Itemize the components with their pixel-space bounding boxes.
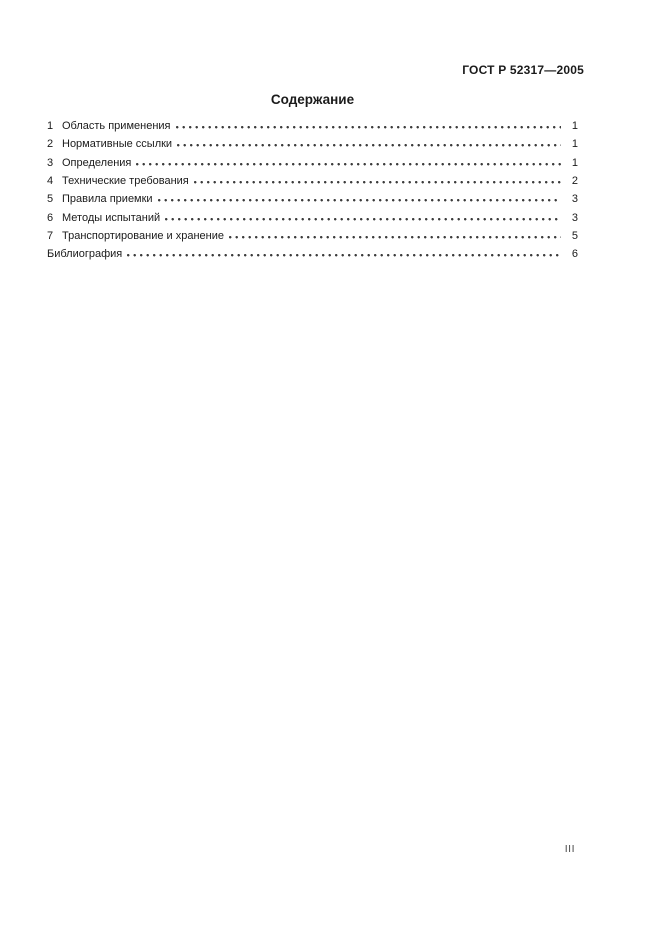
toc-entry-page: 1 xyxy=(571,138,578,151)
toc-entry-number: 5 xyxy=(47,193,54,206)
page-number: III xyxy=(564,843,575,855)
toc-entry-number: 4 xyxy=(47,175,54,188)
toc-entry xyxy=(47,229,578,247)
toc-entry-page: 5 xyxy=(571,230,578,243)
toc-entry-label: Нормативные ссылки xyxy=(62,138,173,151)
toc-entry xyxy=(47,119,578,137)
dot-leader xyxy=(136,163,561,166)
toc-entry-page: 3 xyxy=(571,211,578,224)
dot-leader xyxy=(229,236,561,239)
dot-leader xyxy=(127,254,561,257)
toc-entry-number: 2 xyxy=(47,138,54,151)
toc-list xyxy=(47,119,578,266)
toc-entry xyxy=(47,174,578,192)
toc-entry-label: Технические требования xyxy=(62,175,189,188)
toc-entry xyxy=(47,192,578,210)
toc-entry-page: 2 xyxy=(571,175,578,188)
toc-entry-number: 7 xyxy=(47,230,54,243)
page-title: Содержание xyxy=(270,92,355,107)
dot-leader xyxy=(194,181,561,184)
dot-leader xyxy=(158,199,561,202)
toc-entry xyxy=(47,247,578,265)
toc-entry xyxy=(47,156,578,174)
toc-entry-number: 6 xyxy=(47,211,54,224)
dot-leader xyxy=(165,218,561,221)
toc-entry-page: 1 xyxy=(571,120,578,132)
dot-leader xyxy=(177,144,561,147)
toc-entry-label: Методы испытаний xyxy=(62,211,161,224)
toc-entry-number: 1 xyxy=(47,120,54,132)
toc-entry-number: 3 xyxy=(47,156,54,169)
toc-entry-label: Область применения xyxy=(62,120,171,132)
toc-entry-page: 6 xyxy=(571,248,578,261)
toc-entry-label: Библиография xyxy=(47,248,123,261)
toc-entry-label: Правила приемки xyxy=(62,193,153,206)
toc-entry-page: 3 xyxy=(571,193,578,206)
toc-entry-page: 1 xyxy=(571,156,578,169)
toc-entry-label: Транспортирование и хранение xyxy=(62,230,224,243)
toc-entry xyxy=(47,211,578,229)
dot-leader xyxy=(176,126,562,129)
toc-entry xyxy=(47,137,578,155)
toc-entry-label: Определения xyxy=(62,156,132,169)
document-designation: ГОСТ Р 52317—2005 xyxy=(462,63,584,77)
